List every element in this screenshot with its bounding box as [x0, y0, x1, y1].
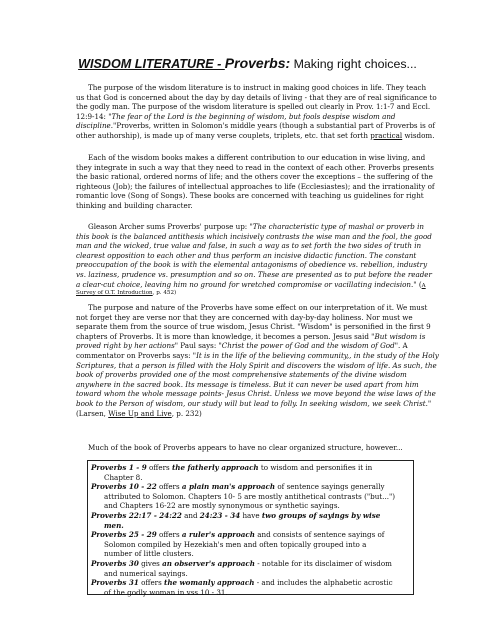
- text-line: [76, 341, 423, 351]
- outline-ref: Proverbs 22:17 - 24:22: [91, 510, 182, 520]
- quote-line: clearest opposition to each other and thus perform an incisive didactic function. The constant: [76, 250, 417, 260]
- paragraph-archer: [76, 222, 432, 299]
- text-run: offers: [146, 463, 172, 472]
- text-line: [76, 331, 426, 342]
- outline-row-cont: and Chapters 16-22 are mostly synonymous or synthetic sayings.: [104, 501, 340, 511]
- text-line: they integrate in such a way that they need to read in the context of each other. Proverbs presents: [76, 162, 434, 172]
- outline-row: [91, 530, 413, 540]
- title-part1: WISDOM LITERATURE -: [78, 57, 225, 71]
- outline-row: [91, 463, 413, 473]
- text-run: to wisdom and personifies it in: [258, 463, 373, 472]
- text-run: ". A: [394, 341, 408, 351]
- title-part2: Proverbs:: [224, 55, 291, 71]
- text-run: ": [427, 398, 432, 408]
- text-run: "Proverbs, written in Solomon's middle years (though a substantial part of Proverbs is of: [113, 121, 436, 131]
- paragraph-structure: [76, 443, 423, 453]
- text-run: wisdom.: [402, 130, 435, 140]
- text-line: separate them from the source of true wisdom, Jesus Christ. "Wisdom" is personified in the first 9: [76, 322, 431, 332]
- outline-row: [91, 559, 413, 569]
- outline-row-cont: number of little clusters.: [104, 549, 194, 559]
- text-line: the basic rational, ordered norms of life; and the others cover the exceptions – the suffering of the: [76, 172, 433, 182]
- text-run: offers: [156, 530, 182, 540]
- text-line: [76, 130, 435, 141]
- outline-row: [91, 578, 413, 588]
- outline-row: [91, 511, 413, 521]
- text-line: [76, 121, 436, 131]
- outline-ref: Proverbs 10 - 22: [91, 482, 157, 492]
- outline-approach: two groups of sayings by wise: [261, 510, 381, 520]
- outline-row-cont: attributed to Solomon. Chapters 10- 5 are mostly antithetical contrasts ("but..."): [104, 491, 396, 501]
- paragraph-interpretation: [76, 303, 439, 418]
- outline-ref: 24:23 - 34: [199, 510, 241, 520]
- text-run: and consists of sentence sayings of: [254, 530, 385, 540]
- outline-row-cont: men.: [104, 520, 124, 530]
- outline-approach: an observer's approach: [162, 558, 255, 568]
- quote-text: proved right by her actions: [76, 341, 175, 351]
- outline-row: [91, 482, 413, 492]
- underlined-word: practical: [370, 130, 403, 140]
- quote-text: Christ the power of God and the wisdom of God: [221, 341, 395, 351]
- text-run: of sentence sayings generally: [275, 482, 385, 492]
- quote-line: toward whom the whole message points- Jesus Christ. Unless we move beyond the wise laws of the: [76, 389, 436, 399]
- text-line: The purpose of the wisdom literature is to instruct in making good choices in life. They teach: [88, 83, 427, 92]
- quote-text: book to the Person of wisdom, our study will but lead to folly. In seeking wisdom, we seek Christ.: [76, 398, 428, 408]
- title-part3: Making right choices...: [290, 57, 417, 71]
- text-line: [76, 112, 423, 122]
- text-run: commentator on Proverbs says: ": [76, 350, 197, 360]
- text-run: Gleason Archer sums Proverbs' purpose up: ": [88, 222, 253, 231]
- text-line: The purpose and nature of the Proverbs have some effect on our interpretation of it. We must: [88, 303, 428, 312]
- quote-line: vs. laziness, prudence vs. presumption and so on. These are presented as to put before the reader: [76, 269, 432, 279]
- quote-line: this book is the balanced antithesis which incisively contrasts the wise man and the fool, the good: [76, 231, 432, 241]
- text-run: offers: [156, 482, 182, 492]
- text-line: [76, 279, 426, 290]
- text-line: Much of the book of Proverbs appears to have no clear organized structure, however...: [88, 443, 403, 452]
- text-line: [76, 222, 423, 232]
- text-line: the godly man. The purpose of the wisdom literature is spelled out clearly in Prov. 1:1-7 and Eccl.: [76, 102, 431, 112]
- quote-line: Scriptures, that a person is filled with the Holy Spirit and discovers the wisdom of life. As such, the: [76, 360, 437, 370]
- text-run: - and includes the alphabetic acrostic: [254, 578, 393, 588]
- text-line: romantic love (Song of Songs). These books are concerned with teaching us guidelines for right: [76, 191, 424, 201]
- outline-ref: Proverbs 25 - 29: [91, 530, 157, 540]
- outline-row-cont: Chapter 8.: [104, 472, 143, 482]
- outline-approach: the womanly approach: [164, 578, 255, 588]
- outline-approach: the fatherly approach: [171, 463, 259, 472]
- quote-line: book of proverbs provided one of the most comprehensive statements of the divine wisdom: [76, 370, 407, 380]
- text-run: 12:9-14:: [76, 111, 109, 121]
- text-line: thinking and building character.: [76, 200, 193, 210]
- quote-text: But wisdom is: [374, 331, 426, 341]
- text-run: , p. 232): [171, 408, 202, 418]
- paragraph-wisdom-books: [76, 153, 435, 211]
- outline-ref: Proverbs 30: [91, 558, 139, 568]
- outline-row-cont: Solomon compiled by Hezekiah's men and often topically grouped into a: [104, 539, 367, 549]
- quote-text: a clear-cut choice, leaving him no ground for wretched compromise or vacillating indecision.: [76, 279, 414, 289]
- text-run: gives: [138, 558, 163, 568]
- quote-text: discipline.: [76, 121, 114, 131]
- text-line: [76, 289, 423, 299]
- text-line: righteous (Job); the failures of intellectual approaches to life (Ecclesiastes); and the irrationality of: [76, 181, 435, 191]
- text-run: have: [240, 510, 262, 520]
- text-line: [76, 398, 432, 409]
- citation-link[interactable]: Wise Up and Live: [108, 408, 172, 418]
- quote-line: preoccupation of the book is with the elemental antagonisms of obedience vs. rebellion, industry: [76, 260, 428, 270]
- quote-line: man and the wicked, true value and false, in such a way as to set forth the two sides of truth in: [76, 241, 422, 251]
- outline-approach: a plain man's approach: [181, 482, 276, 492]
- outline-row-cont: of the godly woman in vss 10 - 31.: [104, 587, 228, 597]
- text-run: " (: [413, 279, 422, 289]
- quote-line: anywhere in the sacred book. Its message is timeless. But it can never be used apart from him: [76, 379, 419, 389]
- text-run: offers: [138, 578, 165, 588]
- citation-link[interactable]: A: [421, 282, 426, 289]
- text-run: other authorship), is made up of many verse couplets, triplets, etc. that set forth: [76, 130, 371, 140]
- text-run: (Larsen,: [76, 408, 109, 418]
- text-line: [76, 409, 423, 419]
- paragraph-purpose: [76, 83, 437, 141]
- outline-ref: Proverbs 1 - 9: [91, 463, 147, 472]
- text-line: Each of the wisdom books makes a different contribution to our education in wise living, and: [88, 153, 426, 162]
- text-run: " Paul says: ": [174, 341, 222, 351]
- text-line: [76, 350, 439, 361]
- text-run: chapters of Proverbs. It is more than knowledge, it becomes a person. Jesus said ": [76, 331, 375, 341]
- outline-ref: Proverbs 31: [91, 578, 139, 588]
- proverbs-outline-box: [87, 460, 414, 595]
- page-title: [0, 55, 495, 71]
- quote-text: "The fear of the Lord is the beginning of wisdom, but fools despise wisdom and: [108, 111, 396, 121]
- text-run: and: [181, 510, 200, 520]
- outline-approach: a ruler's approach: [181, 530, 255, 540]
- outline-row-cont: and numerical sayings.: [104, 568, 188, 578]
- text-line: us that God is concerned about the day by day details of living - that they are of real significance to: [76, 92, 437, 102]
- text-run: - notable for its disclaimer of wisdom: [254, 558, 392, 568]
- citation-link[interactable]: Survey of O.T. Introduction: [76, 290, 153, 297]
- quote-text: The characteristic type of mashal or proverb in: [252, 222, 424, 231]
- text-line: not forget they are verse nor that they are concerned with day-by-day holiness. Nor must we: [76, 312, 413, 322]
- text-run: , p. 452): [152, 290, 177, 297]
- quote-text: It is in the life of the believing community,, in the study of the Holy: [196, 350, 439, 360]
